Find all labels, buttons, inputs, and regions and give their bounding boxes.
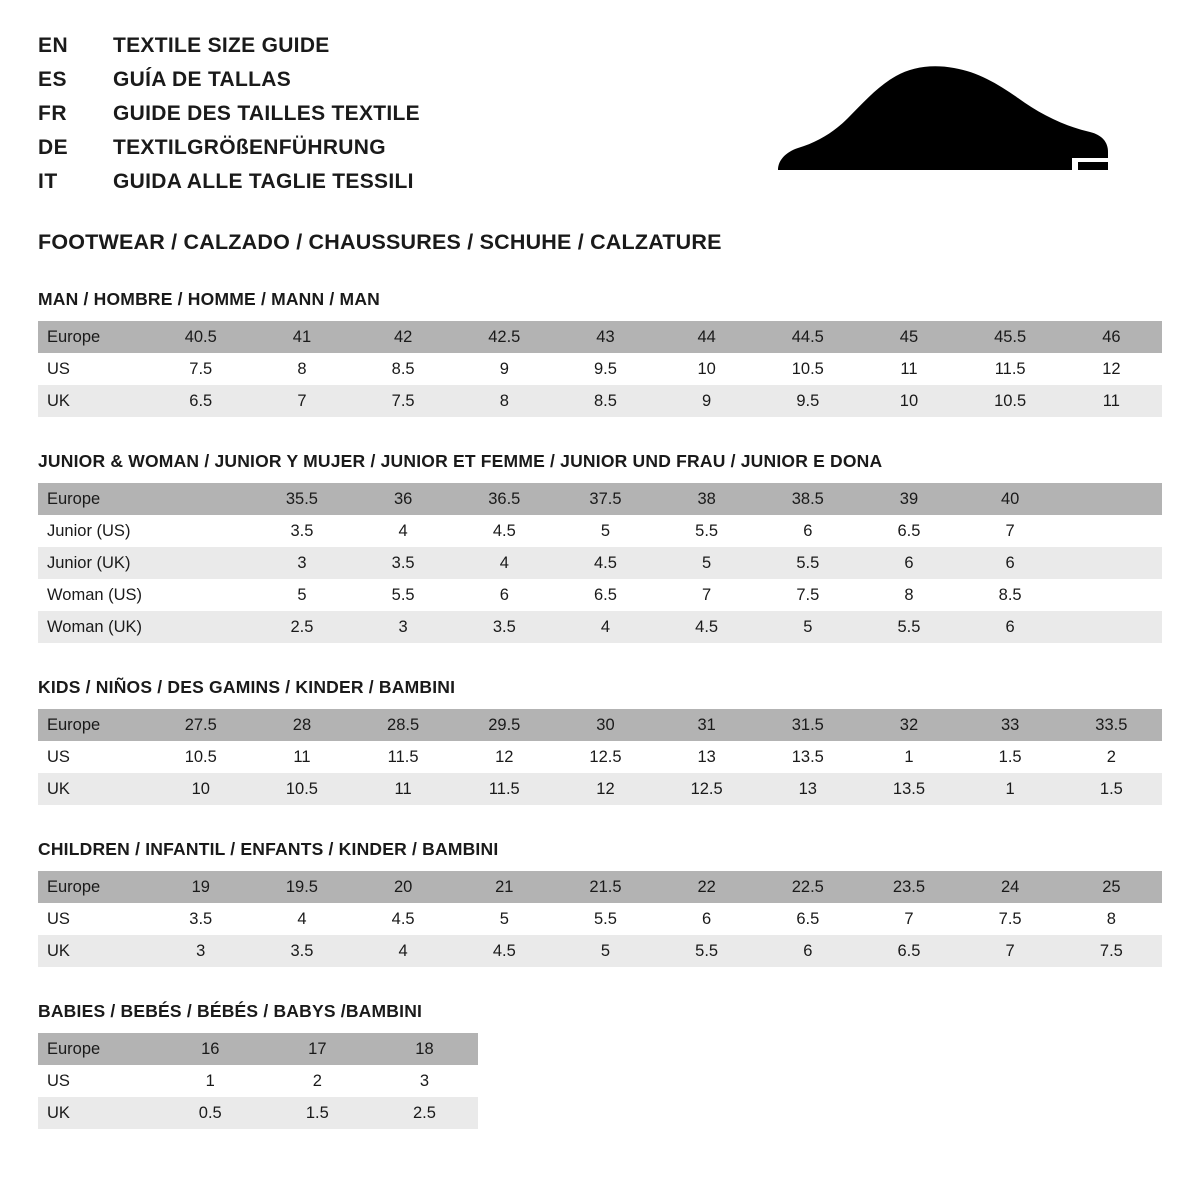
table-row	[38, 1033, 478, 1065]
cell: 8.5	[960, 579, 1061, 611]
cell: 9.5	[555, 353, 656, 385]
cell: 6.5	[858, 515, 959, 547]
cell	[150, 579, 251, 611]
cell: 12	[555, 773, 656, 805]
cell: 4	[555, 611, 656, 643]
cell: 6.5	[858, 935, 959, 967]
cell: 40.5	[150, 321, 251, 353]
cell: 4	[251, 903, 352, 935]
cell: 29.5	[454, 709, 555, 741]
cell	[1061, 579, 1162, 611]
row-label: UK	[38, 773, 150, 805]
cell: 19	[150, 871, 251, 903]
cell	[150, 515, 251, 547]
cell: 7.5	[353, 385, 454, 417]
cell: 1	[858, 741, 959, 773]
section-kids	[38, 677, 1162, 805]
cell: 25	[1061, 871, 1162, 903]
cell: 11	[353, 773, 454, 805]
cell: 7	[656, 579, 757, 611]
cell: 5	[251, 579, 352, 611]
cell: 35.5	[251, 483, 352, 515]
table-row	[38, 709, 1162, 741]
row-label: Europe	[38, 483, 150, 515]
cell: 44	[656, 321, 757, 353]
dress-shoe-icon	[772, 62, 1112, 187]
cell: 16	[157, 1033, 264, 1065]
cell: 3.5	[454, 611, 555, 643]
cell: 9	[454, 353, 555, 385]
cell: 45.5	[960, 321, 1061, 353]
cell: 2	[1061, 741, 1162, 773]
table-row	[38, 321, 1162, 353]
cell: 23.5	[858, 871, 959, 903]
cell	[150, 611, 251, 643]
cell: 12	[1061, 353, 1162, 385]
row-label: Woman (UK)	[38, 611, 150, 643]
cell: 10	[858, 385, 959, 417]
cell: 1	[157, 1065, 264, 1097]
cell: 38.5	[757, 483, 858, 515]
table-row	[38, 611, 1162, 643]
cell: 4	[454, 547, 555, 579]
cell: 6.5	[757, 903, 858, 935]
cell: 5.5	[353, 579, 454, 611]
cell: 18	[371, 1033, 478, 1065]
cell	[1061, 547, 1162, 579]
cell: 6	[454, 579, 555, 611]
cell: 3.5	[251, 515, 352, 547]
cell: 28.5	[353, 709, 454, 741]
row-label: Europe	[38, 321, 150, 353]
size-table-children	[38, 871, 1162, 967]
cell	[1061, 515, 1162, 547]
row-label: US	[38, 903, 150, 935]
cell: 1.5	[264, 1097, 371, 1129]
section-children	[38, 839, 1162, 967]
cell: 11	[858, 353, 959, 385]
cell: 10.5	[757, 353, 858, 385]
cell: 5.5	[858, 611, 959, 643]
cell: 32	[858, 709, 959, 741]
cell: 10.5	[150, 741, 251, 773]
table-row	[38, 547, 1162, 579]
cell: 13	[757, 773, 858, 805]
table-row	[38, 773, 1162, 805]
table-row	[38, 903, 1162, 935]
cell: 3.5	[353, 547, 454, 579]
cell: 7	[960, 515, 1061, 547]
cell: 12.5	[656, 773, 757, 805]
cell: 6	[858, 547, 959, 579]
cell: 4.5	[454, 515, 555, 547]
cell: 20	[353, 871, 454, 903]
cell: 7.5	[757, 579, 858, 611]
cell: 5.5	[656, 935, 757, 967]
cell: 42	[353, 321, 454, 353]
cell: 8	[251, 353, 352, 385]
language-code: ES	[38, 68, 68, 91]
cell: 22.5	[757, 871, 858, 903]
cell: 8	[454, 385, 555, 417]
cell: 3	[150, 935, 251, 967]
size-table-junior-woman	[38, 483, 1162, 643]
row-label: Europe	[38, 1033, 157, 1065]
cell: 6	[757, 515, 858, 547]
category-heading: FOOTWEAR / CALZADO / CHAUSSURES / SCHUHE / CALZATURE	[38, 230, 722, 254]
cell: 4.5	[353, 903, 454, 935]
cell: 1.5	[1061, 773, 1162, 805]
language-row	[38, 170, 420, 204]
cell: 8.5	[353, 353, 454, 385]
cell: 31.5	[757, 709, 858, 741]
cell: 0.5	[157, 1097, 264, 1129]
cell: 37.5	[555, 483, 656, 515]
cell: 19.5	[251, 871, 352, 903]
cell: 11.5	[454, 773, 555, 805]
cell: 6	[757, 935, 858, 967]
table-row	[38, 483, 1162, 515]
cell: 9.5	[757, 385, 858, 417]
cell: 7.5	[960, 903, 1061, 935]
row-label: Woman (US)	[38, 579, 150, 611]
cell: 46	[1061, 321, 1162, 353]
section-title: CHILDREN / INFANTIL / ENFANTS / KINDER / BAMBINI	[38, 839, 499, 859]
language-code: EN	[38, 34, 69, 57]
language-row	[38, 102, 420, 136]
cell: 1.5	[960, 741, 1061, 773]
language-row	[38, 68, 420, 102]
page-header	[38, 34, 1162, 204]
cell: 10.5	[251, 773, 352, 805]
cell: 5	[555, 515, 656, 547]
cell: 44.5	[757, 321, 858, 353]
section-title: KIDS / NIÑOS / DES GAMINS / KINDER / BAMBINI	[38, 677, 456, 697]
cell: 5.5	[656, 515, 757, 547]
cell: 13.5	[858, 773, 959, 805]
cell: 11	[1061, 385, 1162, 417]
table-row	[38, 871, 1162, 903]
cell: 7.5	[150, 353, 251, 385]
size-table-man	[38, 321, 1162, 417]
language-code: DE	[38, 136, 69, 159]
cell: 3	[251, 547, 352, 579]
cell: 38	[656, 483, 757, 515]
cell: 9	[656, 385, 757, 417]
cell: 1	[960, 773, 1061, 805]
cell: 31	[656, 709, 757, 741]
cell: 36.5	[454, 483, 555, 515]
cell: 5.5	[555, 903, 656, 935]
cell: 11	[251, 741, 352, 773]
language-title: GUIDE DES TAILLES TEXTILE	[113, 102, 420, 125]
row-label: UK	[38, 385, 150, 417]
cell: 33.5	[1061, 709, 1162, 741]
cell: 13.5	[757, 741, 858, 773]
row-label: Junior (UK)	[38, 547, 150, 579]
table-row	[38, 1097, 478, 1129]
cell: 40	[960, 483, 1061, 515]
cell: 42.5	[454, 321, 555, 353]
cell: 3	[353, 611, 454, 643]
row-label: Europe	[38, 871, 150, 903]
row-label: Junior (US)	[38, 515, 150, 547]
size-table-kids	[38, 709, 1162, 805]
cell: 4	[353, 935, 454, 967]
cell: 10	[656, 353, 757, 385]
cell: 2.5	[251, 611, 352, 643]
cell: 24	[960, 871, 1061, 903]
language-code: IT	[38, 170, 58, 193]
cell: 2.5	[371, 1097, 478, 1129]
cell: 6	[960, 547, 1061, 579]
section-title: BABIES / BEBÉS / BÉBÉS / BABYS /BAMBINI	[38, 1001, 423, 1021]
cell: 36	[353, 483, 454, 515]
cell: 21.5	[555, 871, 656, 903]
section-man	[38, 289, 1162, 417]
cell: 4.5	[454, 935, 555, 967]
cell: 30	[555, 709, 656, 741]
cell: 6	[656, 903, 757, 935]
table-row	[38, 1065, 478, 1097]
size-table-babies	[38, 1033, 478, 1129]
cell	[1061, 483, 1162, 515]
cell: 5	[454, 903, 555, 935]
cell: 22	[656, 871, 757, 903]
table-row	[38, 353, 1162, 385]
cell: 4.5	[656, 611, 757, 643]
cell: 33	[960, 709, 1061, 741]
row-label: UK	[38, 1097, 157, 1129]
cell: 27.5	[150, 709, 251, 741]
cell: 5	[656, 547, 757, 579]
row-label: US	[38, 1065, 157, 1097]
language-title: GUÍA DE TALLAS	[113, 68, 292, 91]
cell: 17	[264, 1033, 371, 1065]
row-label: UK	[38, 935, 150, 967]
cell: 3.5	[251, 935, 352, 967]
cell: 21	[454, 871, 555, 903]
language-title-list	[38, 34, 420, 204]
cell: 5	[757, 611, 858, 643]
language-title: TEXTILGRÖßENFÜHRUNG	[113, 136, 386, 159]
cell: 12.5	[555, 741, 656, 773]
table-row	[38, 385, 1162, 417]
language-code: FR	[38, 102, 67, 125]
cell	[1061, 611, 1162, 643]
section-title: JUNIOR & WOMAN / JUNIOR Y MUJER / JUNIOR ET FEMME / JUNIOR UND FRAU / JUNIOR E DONA	[38, 451, 883, 471]
cell: 43	[555, 321, 656, 353]
cell: 45	[858, 321, 959, 353]
cell: 28	[251, 709, 352, 741]
cell: 5.5	[757, 547, 858, 579]
cell	[150, 483, 251, 515]
cell: 8	[858, 579, 959, 611]
table-row	[38, 935, 1162, 967]
cell	[150, 547, 251, 579]
cell: 10	[150, 773, 251, 805]
section-junior-woman	[38, 451, 1162, 643]
cell: 7	[858, 903, 959, 935]
cell: 7.5	[1061, 935, 1162, 967]
cell: 4	[353, 515, 454, 547]
section-babies	[38, 1001, 1162, 1129]
cell: 6	[960, 611, 1061, 643]
cell: 6.5	[555, 579, 656, 611]
language-row	[38, 34, 420, 68]
cell: 11.5	[960, 353, 1061, 385]
cell: 11.5	[353, 741, 454, 773]
cell: 5	[555, 935, 656, 967]
cell: 6.5	[150, 385, 251, 417]
row-label: US	[38, 353, 150, 385]
cell: 7	[251, 385, 352, 417]
cell: 8.5	[555, 385, 656, 417]
cell: 13	[656, 741, 757, 773]
cell: 8	[1061, 903, 1162, 935]
cell: 3.5	[150, 903, 251, 935]
section-title: MAN / HOMBRE / HOMME / MANN / MAN	[38, 289, 380, 309]
cell: 41	[251, 321, 352, 353]
row-label: US	[38, 741, 150, 773]
language-title: GUIDA ALLE TAGLIE TESSILI	[113, 170, 414, 193]
cell: 3	[371, 1065, 478, 1097]
cell: 2	[264, 1065, 371, 1097]
language-row	[38, 136, 420, 170]
table-row	[38, 579, 1162, 611]
cell: 7	[960, 935, 1061, 967]
cell: 4.5	[555, 547, 656, 579]
table-row	[38, 741, 1162, 773]
cell: 12	[454, 741, 555, 773]
table-row	[38, 515, 1162, 547]
row-label: Europe	[38, 709, 150, 741]
language-title: TEXTILE SIZE GUIDE	[113, 34, 330, 57]
cell: 10.5	[960, 385, 1061, 417]
cell: 39	[858, 483, 959, 515]
